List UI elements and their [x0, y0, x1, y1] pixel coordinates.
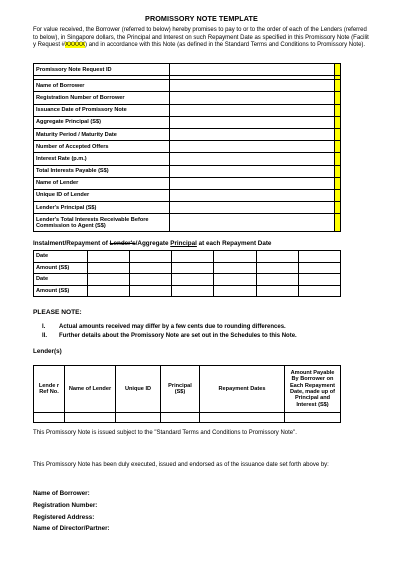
field-label: Name of Lender [34, 177, 170, 189]
table-row [34, 189, 341, 201]
column-header-principal: Principal (S$) [161, 366, 200, 413]
table-cell[interactable] [200, 413, 285, 423]
highlight-marker [335, 104, 341, 116]
note-number: II. [42, 333, 48, 339]
row-label: Date [34, 274, 88, 286]
execution-paragraph: This Promissory Note has been duly executed, issued and endorsed as of the issuance date set forth above by: [33, 462, 329, 468]
table-cell[interactable] [298, 274, 340, 286]
table-row [34, 214, 341, 232]
field-value-cell[interactable] [170, 165, 335, 177]
field-value-cell[interactable] [170, 64, 335, 76]
note-item [42, 323, 297, 332]
field-label: Total Interests Payable (S$) [34, 165, 170, 177]
instalment-heading-strike: Lender's [109, 240, 136, 247]
column-header-name: Name of Lender [65, 366, 116, 413]
highlight-marker [335, 214, 341, 232]
document-title: PROMISSORY NOTE TEMPLATE [145, 14, 258, 23]
column-header-amount: Amount Payable By Borrower on Each Repayment Date, made up of Principal and Interest (S$) [285, 366, 341, 413]
table-cell[interactable] [256, 285, 298, 297]
table-cell[interactable] [172, 262, 214, 274]
instalment-heading [33, 240, 271, 247]
field-label: Lender's Total Interests Receivable Before Commission to Agent (S$) [34, 214, 170, 232]
table-row [34, 92, 341, 104]
field-value-cell[interactable] [170, 80, 335, 92]
table-cell[interactable] [214, 285, 256, 297]
table-row [34, 80, 341, 92]
field-label: Interest Rate (p.m.) [34, 153, 170, 165]
field-value-cell[interactable] [170, 177, 335, 189]
field-label: Lender's Principal (S$) [34, 202, 170, 214]
table-row [34, 262, 341, 274]
highlight-marker [335, 64, 341, 76]
field-value-cell[interactable] [170, 116, 335, 128]
field-label: Name of Borrower [34, 80, 170, 92]
table-row [34, 177, 341, 189]
note-number: I. [42, 324, 46, 330]
field-value-cell[interactable] [170, 141, 335, 153]
table-cell[interactable] [116, 413, 161, 423]
field-label: Unique ID of Lender [34, 189, 170, 201]
field-label: Registration Number of Borrower [34, 92, 170, 104]
field-label: Number of Accepted Offers [34, 141, 170, 153]
table-cell[interactable] [172, 251, 214, 263]
signature-field-borrower: Name of Borrower: [33, 490, 90, 497]
column-header-dates: Repayment Dates [200, 366, 285, 413]
field-value-cell[interactable] [170, 214, 335, 232]
table-cell[interactable] [298, 285, 340, 297]
highlight-marker [335, 202, 341, 214]
field-value-cell[interactable] [170, 153, 335, 165]
table-row [34, 251, 341, 263]
field-value-cell[interactable] [170, 92, 335, 104]
field-label: Promissory Note Request ID [34, 64, 170, 76]
highlight-marker [335, 165, 341, 177]
table-cell[interactable] [285, 413, 341, 423]
intro-paragraph [33, 27, 371, 50]
instalment-heading-underline: Principal [170, 240, 197, 247]
note-details-table [33, 63, 341, 232]
signature-field-director: Name of Director/Partner: [33, 525, 110, 533]
table-cell[interactable] [161, 413, 200, 423]
table-cell[interactable] [256, 251, 298, 263]
note-item [42, 332, 297, 341]
field-label: Maturity Period / Maturity Date [34, 128, 170, 140]
intro-text-part1: For value received, the Borrower (referred to below) hereby promises to pay to or to the order of each of the Lenders (referred to below), in Singapore dollars, the Principal and Interest on such Repayment Date as specified in this Promissory Note (Facilit y Request # [33, 27, 369, 49]
table-cell[interactable] [88, 262, 130, 274]
row-label: Amount (S$) [34, 262, 88, 274]
column-header-ref: Lende r Ref No. [34, 366, 65, 413]
notes-list [42, 323, 297, 341]
table-row [34, 116, 341, 128]
table-cell[interactable] [130, 274, 172, 286]
table-row [34, 104, 341, 116]
row-label: Amount (S$) [34, 285, 88, 297]
table-cell[interactable] [88, 285, 130, 297]
table-cell[interactable] [34, 413, 65, 423]
highlight-marker [335, 141, 341, 153]
lenders-heading: Lender(s) [33, 348, 62, 355]
highlight-marker [335, 80, 341, 92]
table-row [34, 285, 341, 297]
facility-request-highlight: XXXXX [65, 42, 86, 49]
field-label: Issuance Date of Promissory Note [34, 104, 170, 116]
table-cell[interactable] [256, 274, 298, 286]
table-row [34, 64, 341, 76]
highlight-marker [335, 116, 341, 128]
note-text: Actual amounts received may differ by a few cents due to rounding differences. [59, 324, 286, 330]
instalment-heading-part3: at each Repayment Date [196, 240, 272, 247]
instalment-table [33, 250, 341, 297]
terms-paragraph: This Promissory Note is issued subject to the "Standard Terms and Conditions to Promissory Note". [33, 430, 297, 436]
signature-field-registration: Registration Number: [33, 501, 98, 509]
table-cell[interactable] [214, 251, 256, 263]
table-cell[interactable] [88, 251, 130, 263]
table-cell[interactable] [65, 413, 116, 423]
instalment-heading-part2: /Aggregate [135, 240, 171, 247]
row-label: Date [34, 251, 88, 263]
table-row [34, 165, 341, 177]
table-cell[interactable] [88, 274, 130, 286]
highlight-marker [335, 177, 341, 189]
signature-field-address: Registered Address: [33, 513, 95, 521]
intro-text-part2: ) and in accordance with this Note (as defined in the Standard Terms and Conditions to Promissory Note). [85, 42, 366, 49]
table-cell[interactable] [130, 285, 172, 297]
note-text: Further details about the Promissory Note are set out in the Schedules to this Note. [59, 333, 297, 339]
signature-block [33, 488, 110, 535]
table-row [34, 274, 341, 286]
table-row [34, 153, 341, 165]
table-cell[interactable] [298, 262, 340, 274]
table-row [34, 413, 341, 423]
table-row [34, 141, 341, 153]
highlight-marker [335, 92, 341, 104]
table-header-row [34, 366, 341, 413]
field-value-cell[interactable] [170, 104, 335, 116]
table-row [34, 202, 341, 214]
please-note-heading: PLEASE NOTE: [33, 309, 82, 316]
field-value-cell[interactable] [170, 189, 335, 201]
table-cell[interactable] [172, 274, 214, 286]
table-cell[interactable] [298, 251, 340, 263]
field-value-cell[interactable] [170, 128, 335, 140]
table-cell[interactable] [256, 262, 298, 274]
field-value-cell[interactable] [170, 202, 335, 214]
highlight-marker [335, 128, 341, 140]
table-cell[interactable] [214, 262, 256, 274]
lenders-table [33, 365, 341, 423]
field-label: Aggregate Principal (S$) [34, 116, 170, 128]
column-header-uid: Unique ID [116, 366, 161, 413]
table-cell[interactable] [172, 285, 214, 297]
table-row [34, 128, 341, 140]
highlight-marker [335, 153, 341, 165]
table-cell[interactable] [130, 262, 172, 274]
table-cell[interactable] [130, 251, 172, 263]
table-cell[interactable] [214, 274, 256, 286]
instalment-heading-part1: Instalment/Repayment of [33, 240, 110, 247]
highlight-marker [335, 189, 341, 201]
